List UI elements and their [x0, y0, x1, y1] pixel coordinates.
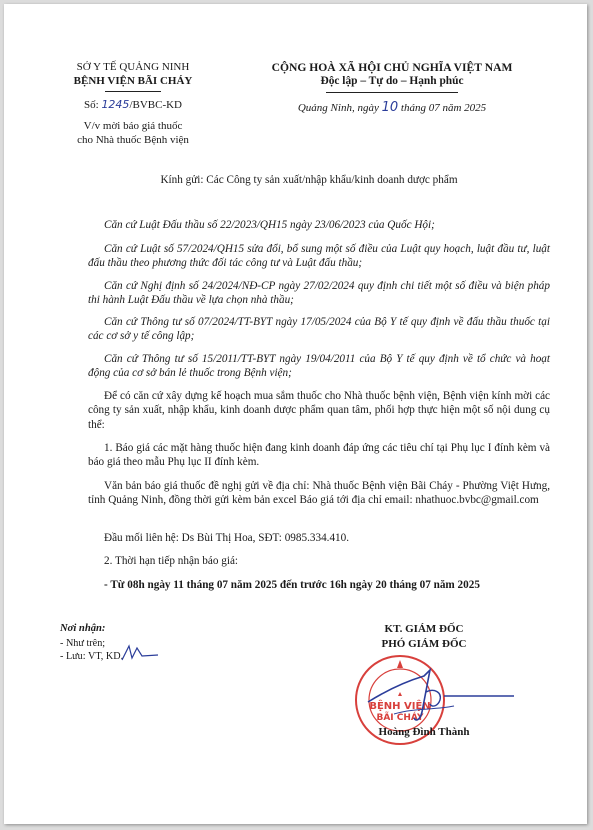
legal-basis-3: Căn cứ Nghị định số 24/2024/NĐ-CP ngày 27/02/2024 quy định chi tiết một số điều và biện pháp thi hành Luật Đấu thầu về lựa chọn nhà thầu; — [88, 280, 550, 307]
signature-title-2: PHÓ GIÁM ĐỐC — [381, 638, 467, 650]
document-number — [48, 98, 218, 111]
intro-paragraph: Để có căn cứ xây dựng kế hoạch mua sắm thuốc cho Nhà thuốc bệnh viện, Bệnh viện kính mời các công ty sản xuất, nhập khẩu, kinh doanh dược phẩm quan tâm, phối hợp thực hiện một số nội dung cụ thể: — [88, 390, 550, 431]
stamp-text-2: BÃI CHÁY — [376, 713, 424, 723]
number-suffix: /BVBC-KD — [129, 99, 182, 111]
signature-title-1: KT. GIÁM ĐỐC — [384, 623, 464, 635]
deadline-line: - Từ 08h ngày 11 tháng 07 năm 2025 đến trước 16h ngày 20 tháng 07 năm 2025 — [104, 579, 480, 591]
item-2: 2. Thời hạn tiếp nhận báo giá: — [104, 555, 239, 567]
subject-line-1: V/v mời báo giá thuốc — [83, 120, 183, 132]
initial-scribble — [120, 642, 160, 664]
recipients-line-1: - Như trên; — [60, 638, 106, 649]
document-date — [242, 100, 542, 115]
address-paragraph: Văn bản báo giá thuốc đề nghị gửi về địa chỉ: Nhà thuốc Bệnh viện Bãi Cháy - Phường Việt Hưng, tỉnh Quảng Ninh, đồng thời gửi kèm bản excel Báo giá tới địa chỉ email: nhathuoc.bvbc@gmail.com — [88, 480, 550, 507]
document-page — [4, 4, 587, 824]
ministry-name: SỞ Y TẾ QUẢNG NINH — [76, 61, 190, 73]
stamp-text-1: BỆNH VIỆN — [369, 701, 431, 712]
date-prefix: Quảng Ninh, ngày — [297, 102, 382, 114]
legal-basis-4: Căn cứ Thông tư số 07/2024/TT-BYT ngày 17/05/2024 của Bộ Y tế quy định về đấu thầu thuốc tại các cơ sở y tế công lập; — [88, 316, 550, 343]
subject-line-2: cho Nhà thuốc Bệnh viện — [77, 134, 189, 146]
motto: Độc lập – Tự do – Hạnh phúc — [320, 75, 464, 87]
legal-basis-1: Căn cứ Luật Đấu thầu số 22/2023/QH15 ngày 23/06/2023 của Quốc Hội; — [104, 219, 435, 231]
motto-underline — [326, 92, 458, 93]
legal-basis-5: Căn cứ Thông tư số 15/2011/TT-BYT ngày 19/04/2011 của Bộ Y tế quy định về tổ chức và hoạt động của cơ sở bán lẻ thuốc trong Bệnh viện; — [88, 353, 550, 380]
nation-title: CỘNG HOÀ XÃ HỘI CHỦ NGHĨA VIỆT NAM — [271, 61, 513, 74]
recipients-line-2: - Lưu: VT, KD. — [60, 651, 124, 662]
handwritten-signature — [364, 662, 524, 732]
legal-basis-2: Căn cứ Luật số 57/2024/QH15 sửa đổi, bổ sung một số điều của Luật quy hoạch, luật đầu tư, luật đấu thầu theo phương thức đối tác công tư và Luật đấu thầu; — [88, 243, 550, 270]
hospital-name: BỆNH VIỆN BÃI CHÁY — [73, 75, 193, 87]
number-handwritten: 1245 — [101, 98, 130, 111]
recipient-line: Kính gửi: Các Công ty sản xuất/nhập khẩu/kinh doanh dược phẩm — [160, 174, 458, 186]
item-1: 1. Báo giá các mặt hàng thuốc hiện đang kinh doanh đáp ứng các tiêu chí tại Phụ lục I đính kèm và báo giá theo mẫu Phụ lục II đính kèm. — [88, 442, 550, 469]
date-suffix: tháng 07 năm 2025 — [398, 102, 487, 114]
date-day-handwritten: 10 — [381, 100, 399, 115]
hospital-underline — [105, 91, 161, 92]
contact-line: Đầu mối liên hệ: Ds Bùi Thị Hoa, SĐT: 0985.334.410. — [104, 532, 350, 544]
recipients-title: Nơi nhận: — [60, 623, 106, 634]
signer-name: Hoàng Đình Thành — [378, 726, 470, 738]
number-prefix: Số: — [84, 99, 102, 111]
